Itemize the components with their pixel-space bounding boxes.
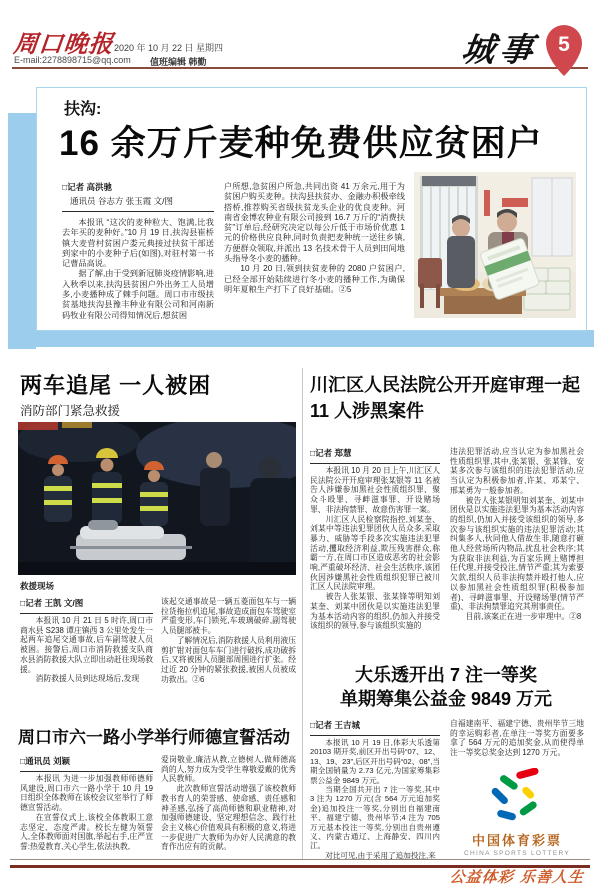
issue-date: 2020 年 10 月 22 日 星期四 — [114, 43, 224, 53]
lead-byline-correspondent: 通讯员 谷志方 张玉霞 文/图 — [70, 196, 173, 206]
rescue-byline: □记者 王凯 文/图 — [20, 597, 153, 614]
lottery-body-column-1 — [310, 738, 440, 860]
paragraph: 在宣誓仪式上,该校全体教职工意志坚定、态度严肃。校长左健为领誓人,全体教师面对国旗,举起右手,庄严宣誓:热爱教育,关心学生,依法执教, — [20, 812, 153, 851]
court-headline-line2: 11 人涉黑案件 — [310, 401, 425, 421]
paragraph: 了解情况后,消防救援人员利用液压剪扩钳对面包车车门进行破拆,成功破拆后,又将被困人员腿部周围进行扩张。经过近 20 分钟的紧张救援,被困人员被成功救出。②6 — [161, 635, 296, 684]
rescue-body-column-1 — [20, 616, 153, 728]
rescue-scene-photo — [18, 422, 296, 575]
paragraph: 被告人张某银明知刘某奎、刘某中团伙是以实施违法犯罪为基本活动内容的组织,仍加入并接受该组织的领导,多次参与该组织实施的违法犯罪活动;其纠集多人,伙同他人借故生非,随意打砸他人经营场所内物品,扰乱社会秩序;其为获取非法利益,为百家乐网上赌博担任代理,并接受投注,情节严重;其为索要欠款,组织人员非法拘禁并殴打他人,应以参加黑社会性质组织罪(积极参加者)、寻衅滋事罪、开设赌场罪(情节严重)、非法拘禁罪追究其刑事责任。 — [450, 495, 584, 612]
paragraph: 据了解,由于受到新冠肺炎疫情影响,进入秋季以来,扶沟县贫困户外出务工人员增多,小麦播种成了棘手问题。周口市市级扶贫基地扶沟县豫丰种业有限公司和河南新码牧业有限公司得知情况后,想贫困 — [62, 269, 214, 320]
lottery-slogan: 公益体彩 乐善人生 — [448, 868, 586, 886]
court-body-column-2 — [450, 447, 584, 654]
lottery-byline: □记者 王吉城 — [310, 719, 440, 736]
lead-kicker: 扶沟: — [64, 101, 102, 118]
rescue-body-column-2 — [161, 597, 296, 728]
lottery-logo-name-cn: 中国体育彩票 — [471, 833, 562, 848]
paragraph: 消防救援人员到达现场后,发现 — [35, 674, 140, 684]
paragraph: 被告人张某银、张某锋等明知刘某奎、刘某中团伙是以实施违法犯罪为基本活动内容的组织,仍加入并接受该组织的领导,参与该组织实施的 — [310, 592, 440, 631]
section-title: 城事 — [458, 30, 541, 69]
paragraph: 该起交通事故是一辆五菱面包车与一辆拉货拖拉机追尾,事故造成面包车驾驶室严重变形,车门锁死,车玻璃破碎,副驾驶人员腿部被卡。 — [161, 597, 296, 636]
paragraph: 对比可见,由于采用了追加投注,来 — [325, 850, 436, 860]
school-body-column-2 — [161, 755, 296, 858]
paragraph: 本报讯 10 月 21 日 5 时许,周口市商水县 S238 谭庄镇西 3 公里处发生一起两车追尾交通事故,后车副驾驶人员被困。接警后,周口市消防救援支队商水县消防救援大队立即出动赶往现场救援。 — [20, 616, 153, 674]
court-headline — [310, 372, 584, 424]
paragraph: 本报讯 “这次的麦种粒大、饱满,比我去年买的麦种好。”10 月 19 日,扶沟县崔桥镇大麦营村贫困户娄元典接过扶贫干部送到家中的小麦种子后(如图),对驻村第一书记曹品高说。 — [62, 218, 214, 269]
lead-byline-reporter: □记者 高洪驰 — [62, 182, 112, 192]
lead-body-column-1 — [62, 218, 214, 328]
paragraph: 爱岗敬业,廉洁从教,立德树人,做师德高尚的人,努力成为受学生尊敬爱戴的优秀人民教师。 — [161, 755, 296, 784]
court-byline: □记者 郑慧 — [310, 447, 440, 464]
sports-lottery-logo-block — [448, 768, 586, 887]
rescue-subhead: 消防部门紧急救援 — [20, 404, 121, 418]
seed-distribution-photo — [414, 172, 576, 318]
paragraph: 户所想,急贫困户所急,共同出资 41 万余元,用于为贫困户购买麦种。扶沟县扶贫办、金融办积极牵线搭桥,推荐购买省级扶贫龙头企业的优良麦种。河南省金博农种业有限公司接到 16.7 万斤的“消费扶贫”订单后,经研究决定以每公斤低于市场价优惠 1 元的价格供应良种,同时负责把麦种统一送往乡镇,方便群众领取,并派出 13 名技术骨干人员到田间地头指导冬小麦的播种。 — [224, 182, 405, 264]
lottery-headline — [308, 663, 584, 711]
school-headline: 周口市六一路小学举行师德宣誓活动 — [18, 728, 290, 747]
lead-headline: 16 余万斤麦种免费供应贫困户 — [59, 124, 543, 163]
school-body-column-1 — [20, 774, 153, 860]
lottery-body-column-2 — [450, 719, 584, 765]
newspaper-masthead: 周口晚报 — [12, 29, 116, 58]
lottery-headline-line2: 单期筹集公益金 9849 万元 — [339, 689, 553, 709]
paragraph: 川汇区人民检察院指控,刘某奎、刘某中等违法犯罪团伙人员众多,采取暴力、威胁等手段多次实施违法犯罪活动,攫取经济利益,欺压残害群众,称霸一方,在周口市区造成恶劣的社会影响,严重破坏经济、社会生活秩序,该团伙因涉嫌黑社会性质组织犯罪已被川汇区人民法院审理。 — [310, 514, 440, 592]
lead-byline — [62, 181, 214, 212]
lottery-logo-name-en: CHINA SPORTS LOTTERY — [464, 850, 570, 857]
paragraph: 违法犯罪活动,应当认定为参加黑社会性质组织罪,其中,张某银、张某锋、安某多次参与该组织的违法犯罪活动,应当认定为积极参加者,许某、邓某宁、邢某勇为一般参加者。 — [450, 447, 584, 495]
column-divider — [302, 368, 303, 860]
court-body-column-1 — [310, 466, 440, 654]
court-headline-line1: 川汇区人民法院公开开庭审理一起 — [310, 375, 580, 395]
lead-accent-bar-left — [8, 113, 36, 349]
school-byline: □通讯员 刘颖 — [20, 755, 153, 772]
lottery-headline-line1: 大乐透开出 7 注一等奖 — [354, 665, 537, 685]
contact-email: E-mail:2278898715@qq.com — [14, 55, 131, 65]
rescue-photo-caption: 救援现场 — [20, 581, 55, 591]
paragraph: 此次教师宣誓活动增强了该校教师教书育人的荣誉感、使命感、责任感和神圣感,弘扬了高尚师德和职业精神,对加强师德建设、坚定理想信念、践行社会主义核心价值观具有积极的意义,将进一步促进广大教师为办好人民满意的教育作出应有的贡献。 — [161, 784, 296, 852]
paragraph: 本报讯 为进一步加强教师师德师风建设,周口市六一路小学于 10 月 19 日组织全体教师在该校会议室举行了师德宣誓活动。 — [20, 774, 153, 813]
paragraph: 本报讯 10 月 20 日上午,川汇区人民法院公开开庭审理张某银等 11 名被告人涉嫌参加黑社会性质组织罪、聚众斗殴罪、寻衅滋事罪、开设赌场罪、非法拘禁罪、故意伤害罪一案。 — [310, 466, 440, 514]
duty-editor: 值班编辑 韩勤 — [150, 57, 207, 67]
paragraph: 自福建南平、福建宁德、贵州毕节三地的幸运购彩者,在单注一等奖方面要多拿了 564 万元的追加奖金,从而使得单注一等奖总奖金达到 1270 万元。 — [450, 719, 584, 758]
paragraph: 本报讯 10 月 19 日,体彩大乐透第 20103 期开奖,前区开出号码“07、12、13、19、23”,后区开出号码“02、08”,当期全国销量为 2.73 亿元,为国家筹集彩票公益金 9849 万元。 — [310, 738, 440, 785]
page-number: 5 — [558, 33, 570, 56]
paragraph: 当期全国共开出 7 注一等奖,其中 3 注为 1270 万元(含 564 万元追加奖金)追加投注一等奖,分别出自福建南平、福建宁德、贵州毕节;4 注为 705 万元基本投注一等奖,分别出自贵州遵义、内蒙古通辽、上海静安、四川内江。 — [310, 785, 440, 851]
china-sports-lottery-logo-icon — [488, 768, 546, 824]
bottom-page-rule — [10, 859, 590, 868]
paragraph: 10 月 20 日,领到扶贫麦种的 2080 户贫困户,已经全部开始陆续进行冬小麦的播种工作,为确保明年夏粮生产打下了良好基础。②5 — [224, 264, 405, 294]
lead-accent-bar-bottom — [16, 330, 594, 347]
paragraph: 目前,该案正在进一步审理中。②8 — [465, 611, 582, 621]
lead-body-column-2 — [224, 182, 405, 328]
page-number-pin-icon — [541, 22, 587, 78]
rescue-headline: 两车追尾 一人被困 — [20, 373, 212, 398]
